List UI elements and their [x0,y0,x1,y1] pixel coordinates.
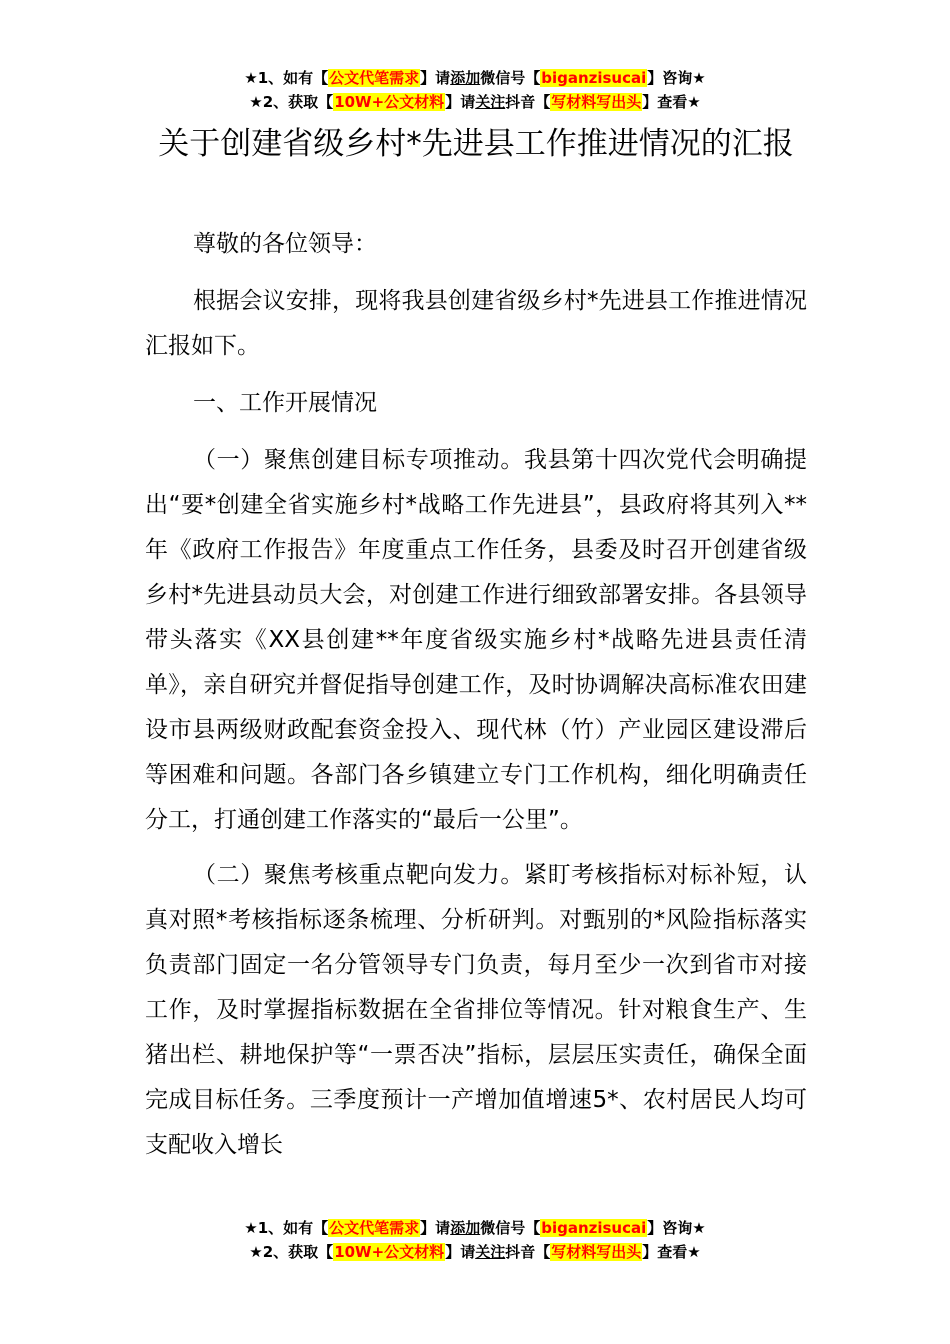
header-banner [0,66,950,114]
section-heading: 一、工作开展情况 [193,390,377,416]
banner-highlight: 公文代笔需求 [329,69,420,87]
banner-highlight: biganzisucai [541,1219,647,1237]
body-paragraph-1: （一）聚焦创建目标专项推动。我县第十四次党代会明确提出“要*创建全省实施乡村*战略工作先进县”，县政府将其列入**年《政府工作报告》年度重点工作任务，县委及时召开创建省级乡村*先进县动员大会，对创建工作进行细致部署安排。各县领导带头落实《XX县创建**年度省级实施乡村*战略先进县责任清单》，亲自研究并督促指导创建工作，及时协调解决高标准农田建设市县两级财政配套资金投入、现代林（竹）产业园区建设滞后等困难和问题。各部门各乡镇建立专门工作机构，细化明确责任分工，打通创建工作落实的“最后一公里”。 [145,447,807,833]
banner-highlight: 10W+公文材料 [334,1243,445,1261]
document-body [145,222,807,1180]
document-title: 关于创建省级乡村*先进县工作推进情况的汇报 [158,126,794,162]
banner-highlight: biganzisucai [541,69,647,87]
banner-line-2: ★2、获取【10W+公文材料】请关注抖音【写材料写出头】查看★ [249,1243,701,1261]
banner-highlight: 公文代笔需求 [329,1219,420,1237]
banner-line-1: ★1、如有【公文代笔需求】请添加微信号【biganzisucai】咨询★ [244,69,706,87]
banner-highlight: 10W+公文材料 [334,93,445,111]
banner-highlight: 写材料写出头 [551,1243,642,1261]
body-paragraph-2: （二）聚焦考核重点靶向发力。紧盯考核指标对标补短，认真对照*考核指标逐条梳理、分析研判。对甄别的*风险指标落实负责部门固定一名分管领导专门负责，每月至少一次到省市对接工作，及时掌握指标数据在全省排位等情况。针对粮食生产、生猪出栏、耕地保护等“一票否决”指标，层层压实责任，确保全面完成目标任务。三季度预计一产增加值增速5*、农村居民人均可支配收入增长 [145,862,807,1158]
footer-banner [0,1216,950,1264]
banner-line-2: ★2、获取【10W+公文材料】请关注抖音【写材料写出头】查看★ [249,93,701,111]
intro-paragraph: 根据会议安排，现将我县创建省级乡村*先进县工作推进情况汇报如下。 [145,288,807,359]
banner-line-1: ★1、如有【公文代笔需求】请添加微信号【biganzisucai】咨询★ [244,1219,706,1237]
banner-highlight: 写材料写出头 [551,93,642,111]
salutation: 尊敬的各位领导： [193,231,377,257]
